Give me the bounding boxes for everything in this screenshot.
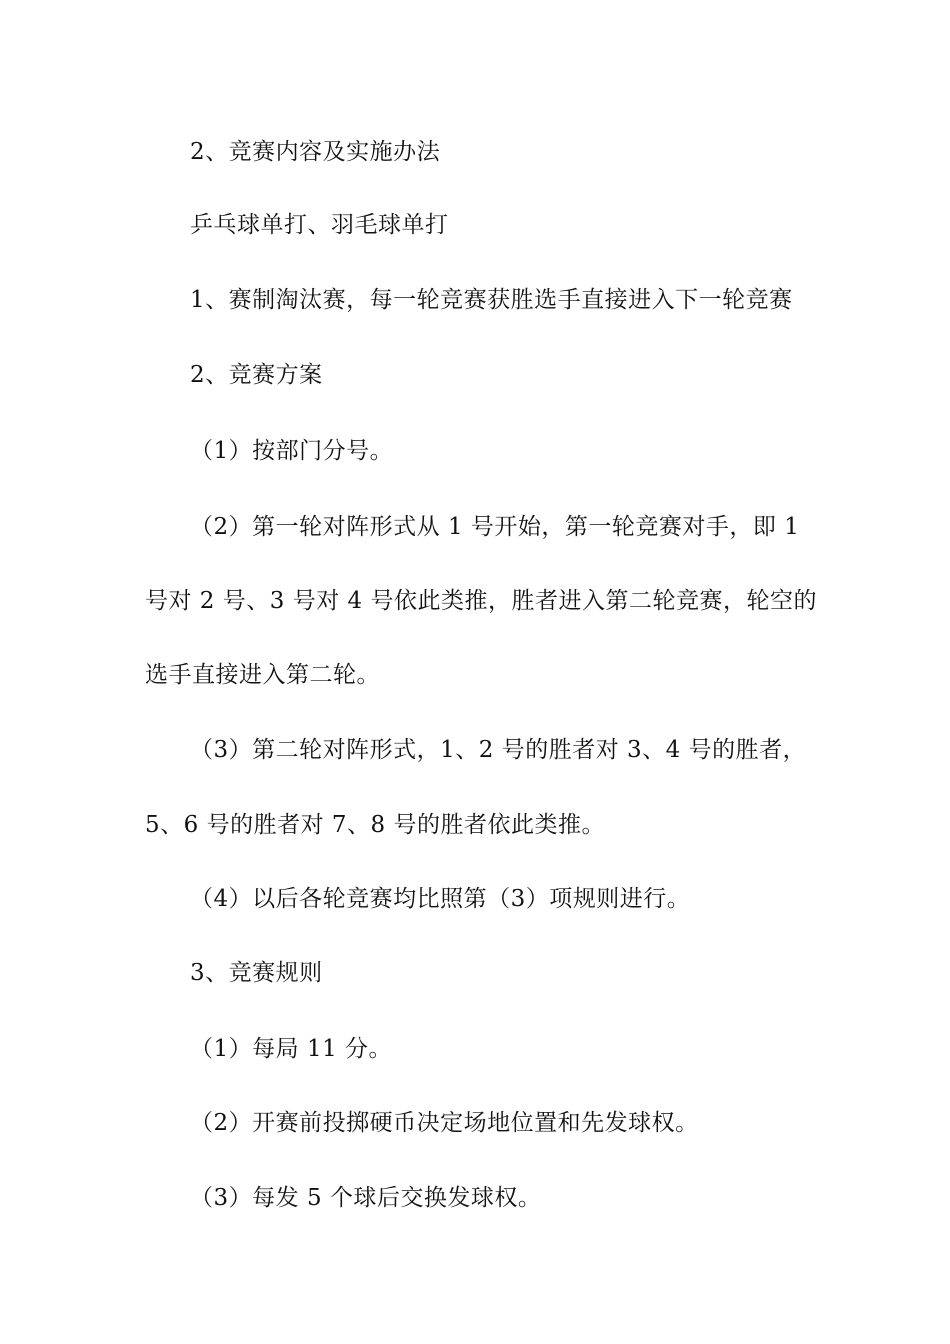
rule-item: 1、赛制淘汰赛，每一轮竞赛获胜选手直接进入下一轮竞赛: [190, 287, 793, 313]
list-item: （4）以后各轮竞赛均比照第（3）项规则进行。: [190, 886, 691, 912]
list-item: （3）第二轮对阵形式，1、2 号的胜者对 3、4 号的胜者，: [190, 737, 807, 763]
list-item: （3）每发 5 个球后交换发球权。: [190, 1185, 542, 1211]
list-item-continuation: 5、6 号的胜者对 7、8 号的胜者依此类推。: [145, 812, 605, 838]
list-item: （2）第一轮对阵形式从 1 号开始，第一轮竞赛对手，即 1: [190, 514, 800, 540]
list-item-continuation: 号对 2 号、3 号对 4 号依此类推，胜者进入第二轮竞赛，轮空的: [145, 588, 817, 614]
list-item: （1）每局 11 分。: [190, 1036, 393, 1062]
section-heading: 2、竞赛方案: [190, 362, 323, 388]
event-list: 乒乓球单打、羽毛球单打: [190, 212, 449, 238]
list-item-continuation: 选手直接进入第二轮。: [145, 662, 380, 688]
list-item: （1）按部门分号。: [190, 438, 394, 464]
section-heading: 3、竞赛规则: [190, 960, 323, 986]
list-item: （2）开赛前投掷硬币决定场地位置和先发球权。: [190, 1110, 699, 1136]
section-heading: 2、竞赛内容及实施办法: [190, 139, 441, 165]
